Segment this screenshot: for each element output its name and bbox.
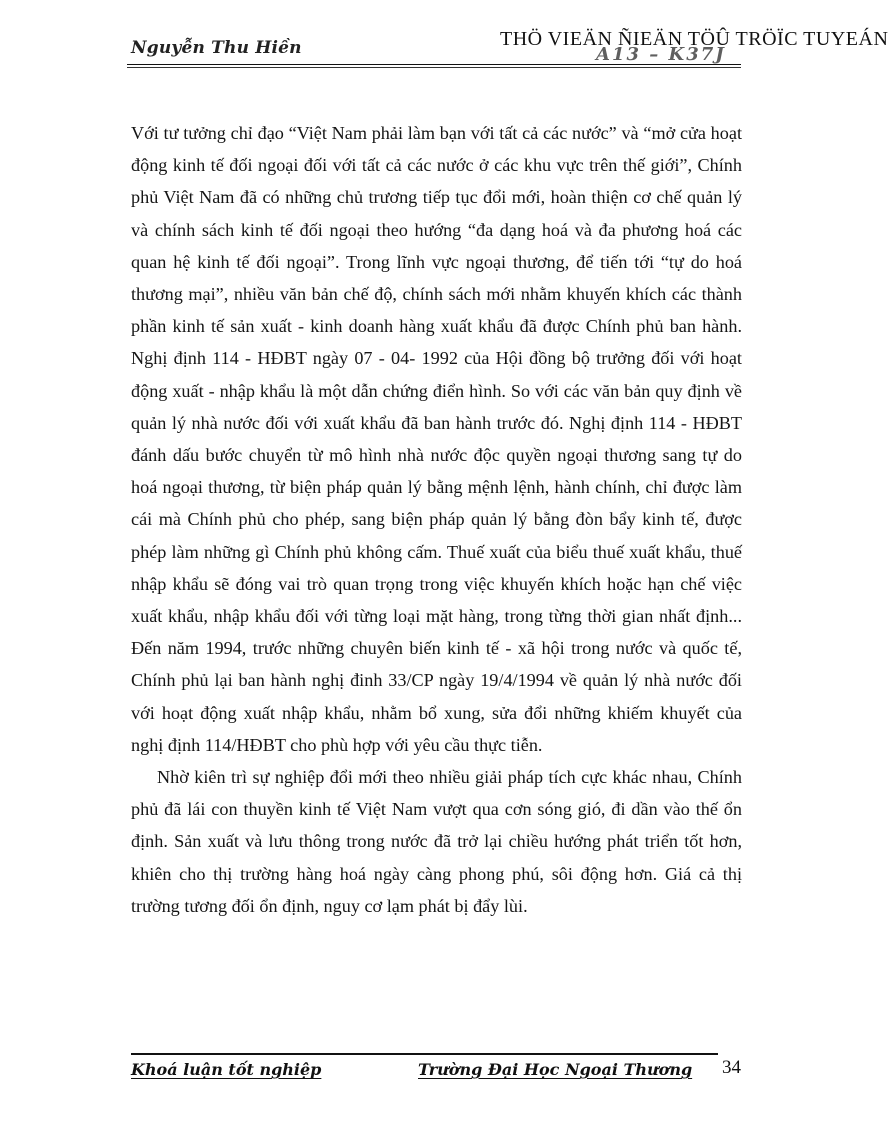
footer-university: Trường Đại Học Ngoại Thương	[418, 1060, 693, 1079]
header-rule-thin	[127, 67, 741, 68]
header-document-code: A13 – K37J	[596, 44, 726, 65]
header-author: Nguyễn Thu Hiền	[131, 38, 302, 58]
paragraph-2: Nhờ kiên trì sự nghiệp đổi mới theo nhiều giải pháp tích cực khác nhau, Chính phủ đã lái con thuyền kinh tế Việt Nam vượt qua cơn sóng gió, đi dần vào thế ổn định. Sản xuất và lưu thông trong nước đã trở lại chiều hướng phát triển tốt hơn, khiên cho thị trường hàng hoá ngày càng phong phú, sôi động hơn. Giá cả thị trường tương đối ổn định, nguy cơ lạm phát bị đẩy lùi.	[131, 767, 742, 916]
footer-rule	[131, 1053, 718, 1055]
paragraph-1: Với tư tưởng chỉ đạo “Việt Nam phải làm bạn với tất cả các nước” và “mở cửa hoạt động kinh tế đối ngoại đối với tất cả các nước ở các khu vực trên thế giới”, Chính phủ Việt Nam đã có những chủ trương tiếp tục đổi mới, hoàn thiện cơ chế quản lý và chính sách kinh tế đối ngoại theo hướng “đa dạng hoá và đa phương hoá các quan hệ kinh tế đối ngoại”. Trong lĩnh vực ngoại thương, để tiến tới “tự do hoá thương mại”, nhiều văn bản chế độ, chính sách mới nhằm khuyến khích các thành phần kinh tế sản xuất - kinh doanh hàng xuất khẩu đã được Chính phủ ban hành. Nghị định 114 - HĐBT ngày 07 - 04- 1992 của Hội đồng bộ trưởng đối với hoạt động xuất - nhập khẩu là một dẫn chứng điển hình. So với các văn bản quy định về quản lý nhà nước đối với xuất khẩu đã ban hành trước đó. Nghị định 114 - HĐBT đánh dấu bước chuyển từ mô hình nhà nước độc quyền ngoại thương sang tự do hoá ngoại thương, từ biện pháp quản lý bằng mệnh lệnh, hành chính, chỉ được làm cái mà Chính phủ cho phép, sang biện pháp quản lý bằng đòn bẩy kinh tế, được phép làm những gì Chính phủ không cấm. Thuế xuất của biểu thuế xuất khẩu, thuế nhập khẩu sẽ đóng vai trò quan trọng trong việc khuyến khích hoặc hạn chế việc xuất khẩu, nhập khẩu đối với từng loại mặt hàng, trong từng thời gian nhất định... Đến năm 1994, trước những chuyên biến kinh tế - xã hội trong nước và quốc tế, Chính phủ lại ban hành nghị đinh 33/CP ngày 19/4/1994 về quản lý nhà nước đối với hoạt động xuất nhập khẩu, nhằm bổ xung, sửa đổi những khiếm khuyết của nghị định 114/HĐBT cho phù hợp với yêu cầu thực tiễn.	[131, 123, 742, 755]
page-number: 34	[722, 1057, 741, 1078]
header-rule	[127, 64, 741, 65]
footer-thesis-label: Khoá luận tốt nghiệp	[131, 1060, 322, 1079]
header-watermark: THÖ VIEÄN ÑIEÄN TÖÛ TRÖÏC TUYEÁN	[500, 28, 888, 50]
body-text	[131, 117, 742, 922]
